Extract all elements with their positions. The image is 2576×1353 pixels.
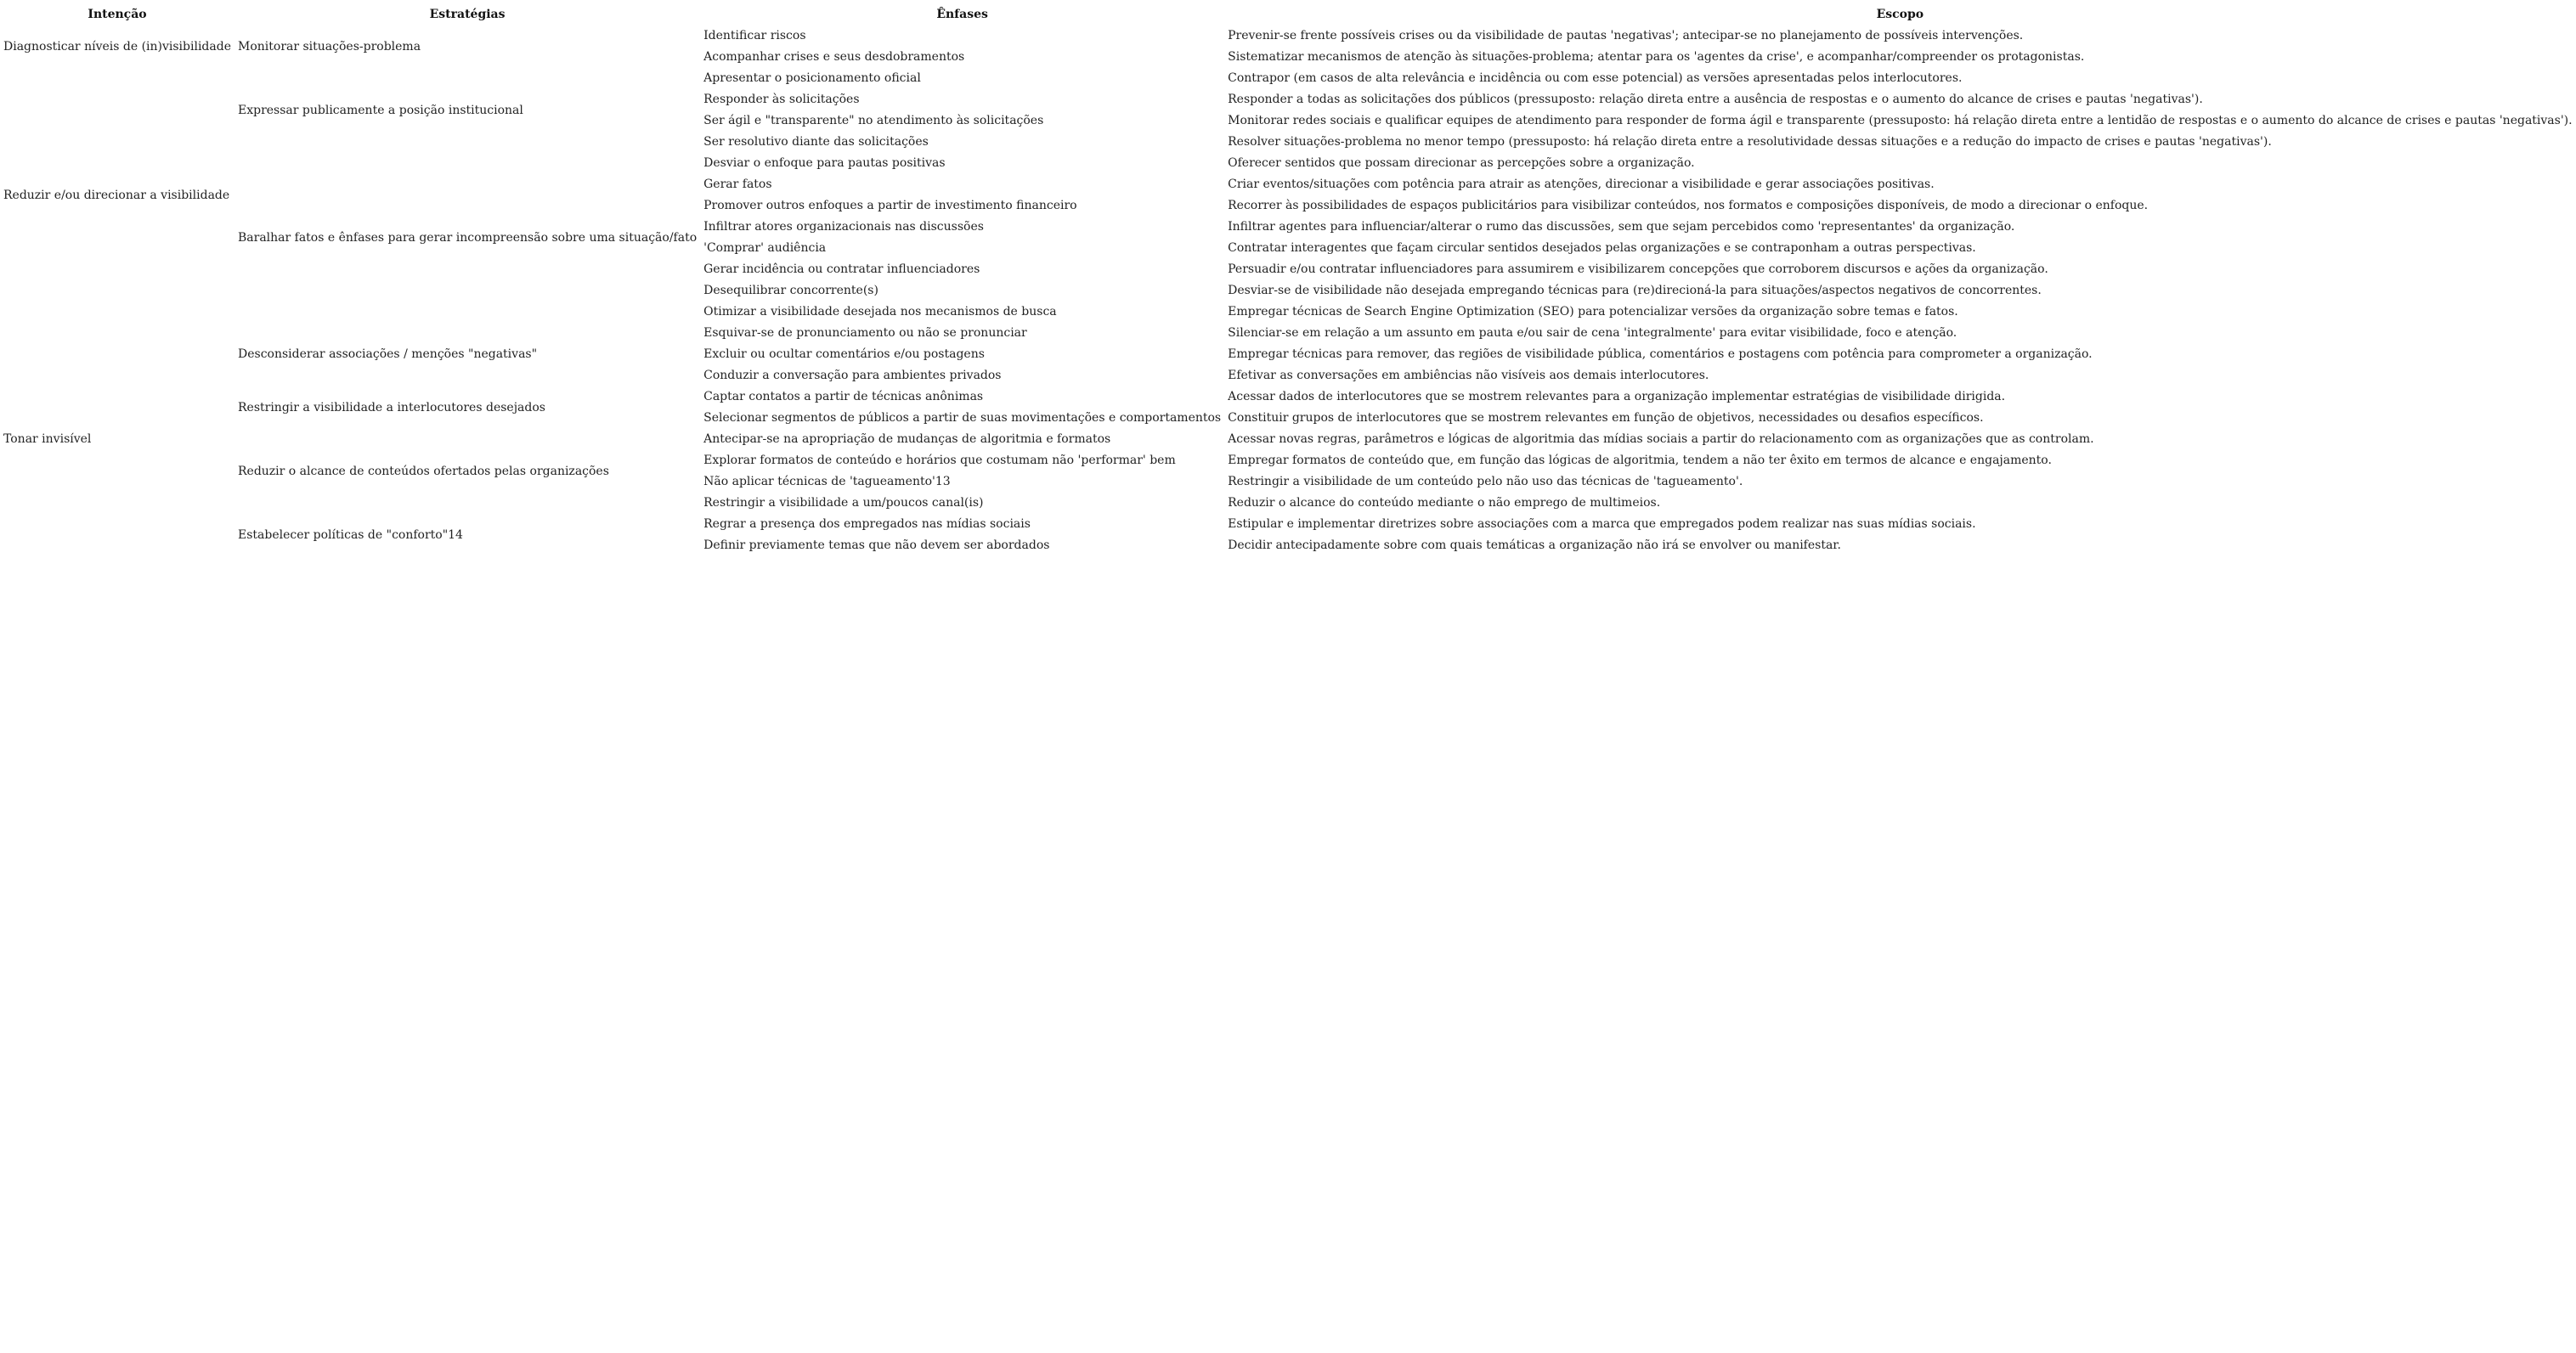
escopo-cell: Empregar técnicas para remover, das regiões de visibilidade pública, comentários e postagens com potência para comprometer a organização. [1228,347,2093,361]
escopo-cell: Restringir a visibilidade de um conteúdo pelo não uso das técnicas de 'tagueamento'. [1228,475,1743,488]
table-row [0,323,2576,344]
enfase-cell: Não aplicar técnicas de 'tagueamento'13 [703,475,951,488]
header-enfases: Ênfases [936,7,988,21]
enfase-cell: Selecionar segmentos de públicos a partir de suas movimentações e comportamentos [703,411,1222,425]
escopo-cell: Infiltrar agentes para influenciar/alterar o rumo das discussões, sem que sejam percebidos como 'representantes' da organização. [1228,220,2015,234]
escopo-cell: Sistematizar mecanismos de atenção às situações-problema; atentar para os 'agentes da crise', e acompanhar/compreender os protagonistas. [1228,50,2085,64]
escopo-cell: Resolver situações-problema no menor tempo (pressuposto: há relação direta entre a resolutividade dessas situações e a redução do impacto de crises e pautas 'negativas'). [1228,135,2272,149]
intencao-cell: Tonar invisível [3,432,92,446]
estrategia-cell: Desconsiderar associações / menções "negativas" [238,347,538,361]
escopo-cell: Criar eventos/situações com potência para atrair as atenções, direcionar a visibilidade e gerar associações positivas. [1228,178,1935,191]
escopo-cell: Responder a todas as solicitações dos públicos (pressuposto: relação direta entre a ausência de respostas e o aumento do alcance de crises e pautas 'negativas'). [1228,93,2203,106]
escopo-cell: Contratar interagentes que façam circular sentidos desejados pelas organizações e se contraponham a outras perspectivas. [1228,241,1976,255]
table-row [0,514,2576,535]
enfase-cell: Desviar o enfoque para pautas positivas [703,156,946,170]
header-row [0,3,2576,25]
enfase-cell: Conduzir a conversação para ambientes privados [703,369,1002,382]
enfase-cell: Antecipar-se na apropriação de mudanças de algoritmia e formatos [703,432,1111,446]
escopo-cell: Empregar técnicas de Search Engine Optimization (SEO) para potencializar versões da organização sobre temas e fatos. [1228,305,1958,319]
intencao-cell: Reduzir e/ou direcionar a visibilidade [3,188,230,202]
enfase-cell: 'Comprar' audiência [703,241,827,255]
strategy-table [0,3,2576,556]
estrategia-cell: Expressar publicamente a posição institucional [238,103,523,117]
header-intencao: Intenção [88,7,147,21]
escopo-cell: Estipular e implementar diretrizes sobre associações com a marca que empregados podem realizar nas suas mídias sociais. [1228,517,1976,531]
enfase-cell: Apresentar o posicionamento oficial [703,71,921,85]
escopo-cell: Persuadir e/ou contratar influenciadores para assumirem e visibilizarem concepções que corroborem discursos e ações da organização. [1228,262,2048,276]
enfase-cell: Definir previamente temas que não devem ser abordados [703,538,1050,552]
table-row [0,429,2576,450]
enfase-cell: Responder às solicitações [703,93,860,106]
enfase-cell: Promover outros enfoques a partir de investimento financeiro [703,199,1077,212]
estrategia-cell: Baralhar fatos e ênfases para gerar incompreensão sobre uma situação/fato [238,230,698,245]
escopo-cell: Acessar dados de interlocutores que se mostrem relevantes para a organização implementar estratégias de visibilidade dirigida. [1228,390,2006,403]
escopo-cell: Constituir grupos de interlocutores que se mostrem relevantes em função de objetivos, necessidades ou desafios específicos. [1228,411,1984,425]
table-row [0,25,2576,47]
enfase-cell: Ser ágil e "transparente" no atendimento às solicitações [703,114,1044,127]
enfase-cell: Explorar formatos de conteúdo e horários que costumam não 'performar' bem [703,454,1176,467]
escopo-cell: Prevenir-se frente possíveis crises ou da visibilidade de pautas 'negativas'; antecipar-se no planejamento de possíveis intervenções. [1228,29,2024,42]
escopo-cell: Acessar novas regras, parâmetros e lógicas de algoritmia das mídias sociais a partir do relacionamento com as organizações que as controlam. [1228,432,2094,446]
enfase-cell: Esquivar-se de pronunciamento ou não se pronunciar [703,326,1027,340]
estrategia-cell: Monitorar situações-problema [238,39,421,54]
header-escopo: Escopo [1876,7,1924,21]
escopo-cell: Silenciar-se em relação a um assunto em pauta e/ou sair de cena 'integralmente' para evitar visibilidade, foco e atenção. [1228,326,1957,340]
enfase-cell: Infiltrar atores organizacionais nas discussões [703,220,984,234]
enfase-cell: Gerar incidência ou contratar influenciadores [703,262,980,276]
enfase-cell: Acompanhar crises e seus desdobramentos [703,50,965,64]
enfase-cell: Desequilibrar concorrente(s) [703,284,878,297]
enfase-cell: Identificar riscos [703,29,806,42]
escopo-cell: Contrapor (em casos de alta relevância e incidência ou com esse potencial) as versões apresentadas pelos interlocutores. [1228,71,1963,85]
enfase-cell: Restringir a visibilidade a um/poucos canal(is) [703,496,984,510]
enfase-cell: Gerar fatos [703,178,772,191]
enfase-cell: Captar contatos a partir de técnicas anônimas [703,390,984,403]
escopo-cell: Reduzir o alcance do conteúdo mediante o não emprego de multimeios. [1228,496,1661,510]
escopo-cell: Efetivar as conversações em ambiências não visíveis aos demais interlocutores. [1228,369,1709,382]
table-row [0,68,2576,89]
enfase-cell: Otimizar a visibilidade desejada nos mecanismos de busca [703,305,1057,319]
estrategia-cell: Estabelecer políticas de "conforto"14 [238,527,463,542]
estrategia-cell: Reduzir o alcance de conteúdos ofertados pelas organizações [238,464,609,478]
estrategia-cell: Restringir a visibilidade a interlocutores desejados [238,400,545,414]
escopo-cell: Recorrer às possibilidades de espaços publicitários para visibilizar conteúdos, nos formatos e composições disponíveis, de modo a direcionar o enfoque. [1228,199,2149,212]
escopo-cell: Oferecer sentidos que possam direcionar as percepções sobre a organização. [1228,156,1695,170]
table-row [0,386,2576,408]
enfase-cell: Ser resolutivo diante das solicitações [703,135,929,149]
escopo-cell: Empregar formatos de conteúdo que, em função das lógicas de algoritmia, tendem a não ter êxito em termos de alcance e engajamento. [1228,454,2052,467]
enfase-cell: Regrar a presença dos empregados nas mídias sociais [703,517,1031,531]
escopo-cell: Monitorar redes sociais e qualificar equipes de atendimento para responder de forma ágil e transparente (pressuposto: há relação direta entre a lentidão de respostas e o aumento do alcance de crises e pautas 'negativas'). [1228,114,2573,127]
table-row [0,153,2576,174]
enfase-cell: Excluir ou ocultar comentários e/ou postagens [703,347,985,361]
escopo-cell: Desviar-se de visibilidade não desejada empregando técnicas para (re)direcioná-la para situações/aspectos negativos de concorrentes. [1228,284,2042,297]
header-estrategias: Estratégias [429,7,506,21]
intencao-cell: Diagnosticar níveis de (in)visibilidade [3,39,231,54]
escopo-cell: Decidir antecipadamente sobre com quais temáticas a organização não irá se envolver ou manifestar. [1228,538,1841,552]
